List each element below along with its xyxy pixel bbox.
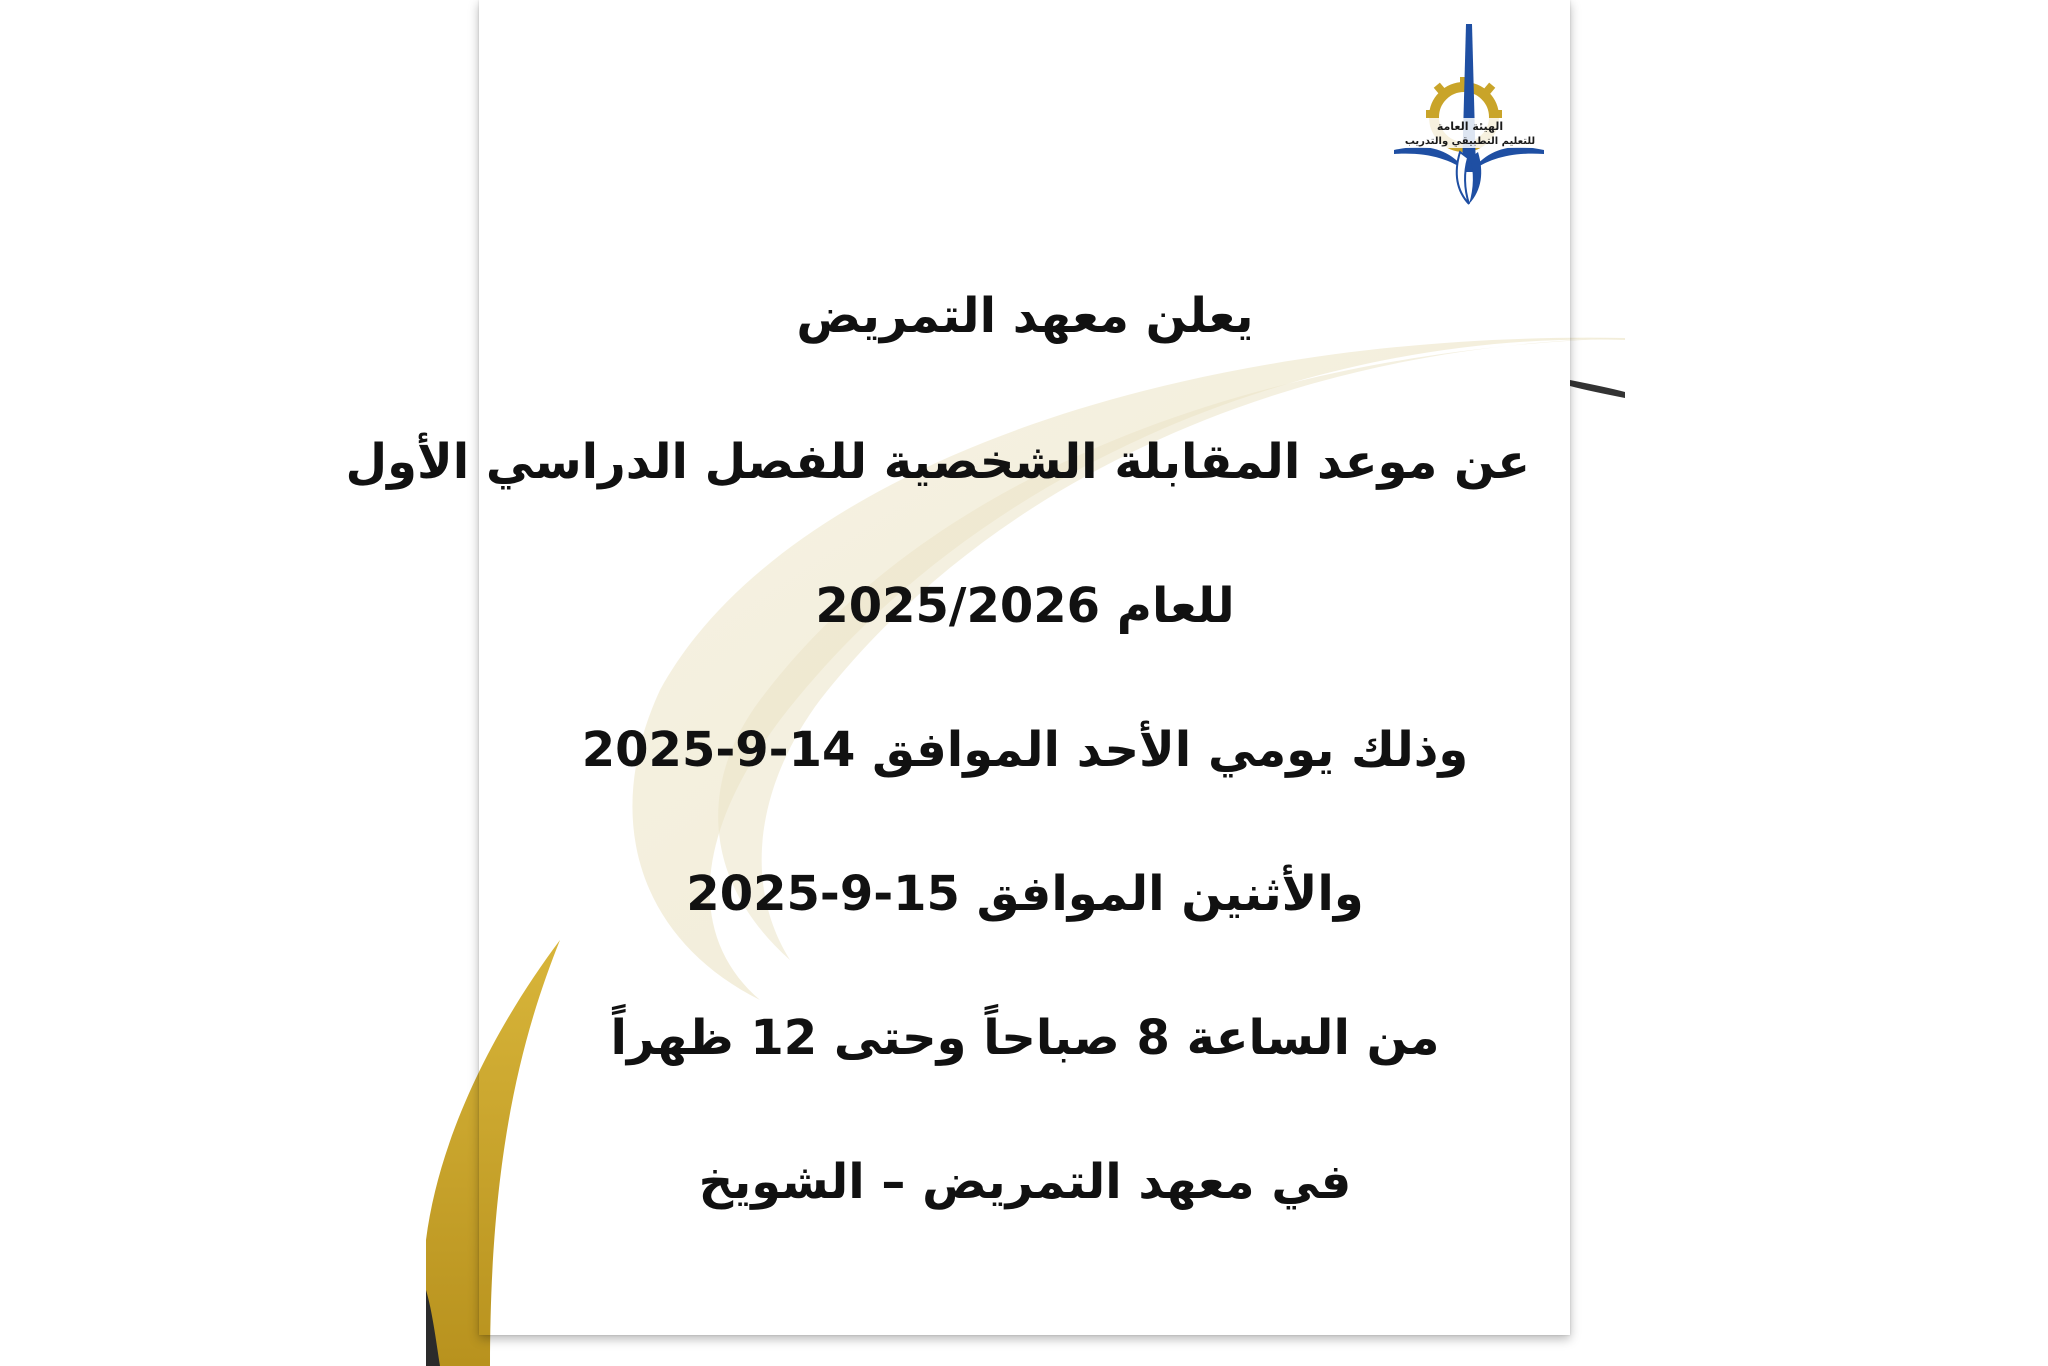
announcement-line-location: في معهد التمريض – الشويخ xyxy=(698,1154,1352,1210)
announcement-line-sunday: وذلك يومي الأحد الموافق 14-9-2025 xyxy=(581,722,1469,778)
logo-text-line-1: الهيئة العامة xyxy=(1436,120,1504,133)
announcement-line-hours: من الساعة 8 صباحاً وحتى 12 ظهراً xyxy=(610,1010,1440,1066)
announcement-line-interview: عن موعد المقابلة الشخصية للفصل الدراسي الأول xyxy=(345,434,1530,490)
announcement-line-monday: والأثنين الموافق 15-9-2025 xyxy=(686,866,1364,922)
announcement-title: يعلن معهد التمريض xyxy=(796,288,1254,344)
paaet-emblem-icon xyxy=(1390,22,1550,207)
logo-text-line-2: للتعليم التطبيقي والتدريب xyxy=(1404,136,1536,147)
announcement-line-year: للعام 2025/2026 xyxy=(815,578,1235,634)
